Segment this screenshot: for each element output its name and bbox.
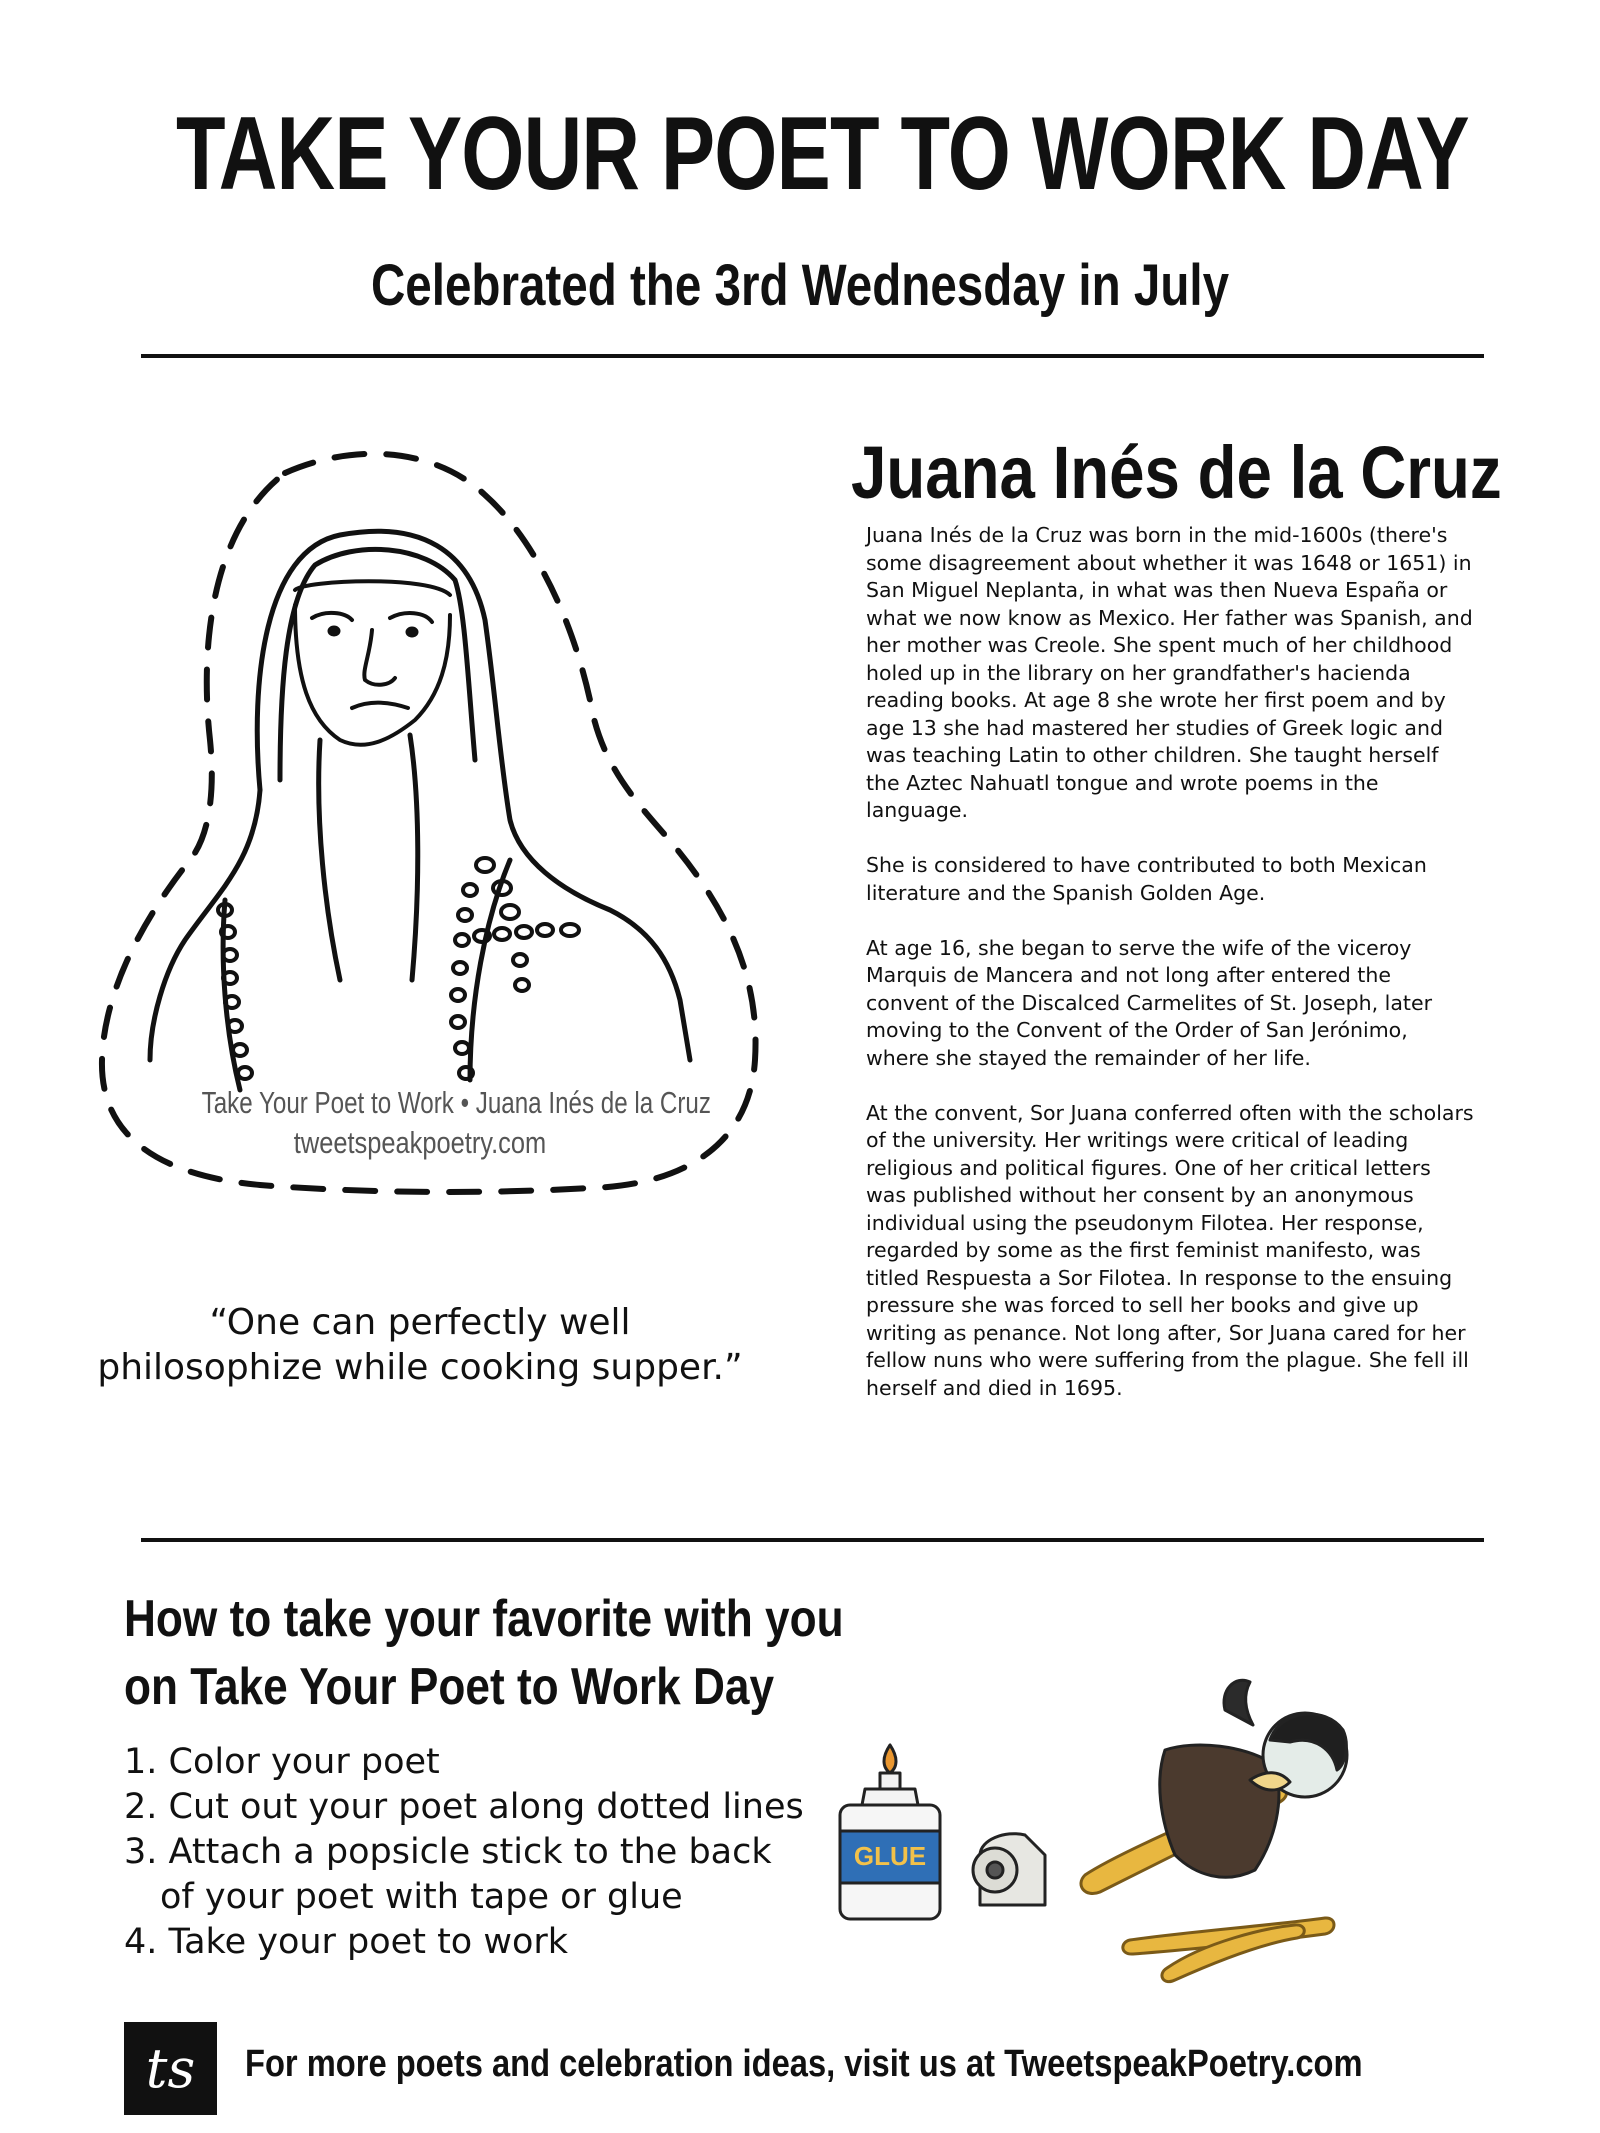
quote-line-2: philosophize while cooking supper.” <box>97 1347 743 1388</box>
middle-divider <box>141 1538 1484 1542</box>
bio-paragraph: She is considered to have contributed to both Mexican literature and the Spanish Golden Age. <box>866 853 1427 905</box>
page-title: TAKE YOUR POET TO WORK DAY <box>176 96 1469 212</box>
illustration-caption: Take Your Poet to Work • Juana Inés de la Cruz <box>201 1085 711 1120</box>
howto-heading-line-1: How to take your favorite with you <box>124 1590 844 1648</box>
howto-heading <box>124 1585 844 1721</box>
glue-and-tape-illustration <box>830 1735 1055 1925</box>
page-subtitle: Celebrated the 3rd Wednesday in July <box>370 253 1230 318</box>
logo-mark: ts <box>145 2037 196 2100</box>
poet-name-heading: Juana Inés de la Cruz <box>851 431 1502 514</box>
quote-line-1: “One can perfectly well <box>209 1302 631 1343</box>
step-text-continued: of your poet with tape or glue <box>160 1877 683 1917</box>
glue-label: GLUE <box>853 1841 927 1871</box>
step-item: 2. Cut out your poet along dotted lines <box>124 1787 804 1827</box>
poet-biography <box>866 522 1476 1430</box>
howto-steps-list <box>124 1740 804 1965</box>
footer-link-text[interactable]: For more poets and celebration ideas, visit us at TweetspeakPoetry.com <box>245 2043 1363 2085</box>
tweetspeak-logo <box>124 2022 217 2115</box>
step-text: 3. Attach a popsicle stick to the back <box>124 1832 772 1872</box>
step-item: 4. Take your poet to work <box>124 1922 569 1962</box>
step-item: 1. Color your poet <box>124 1742 440 1782</box>
bio-paragraph: Juana Inés de la Cruz was born in the mid-1600s (there's some disagreement about whether it was 1648 or 1651) in San Miguel Neplanta, in what was then Nueva España or what we now know as Mexico. Her father was Spanish, and her mother was Creole. She spent much of her childhood holed up in the library on her grandfather's hacienda reading books. At age 8 she wrote her first poem and by age 13 she had mastered her studies of Greek logic and was teaching Latin to other children. She taught herself the Aztec Nahuatl tongue and wrote poems in the language. <box>866 523 1473 822</box>
howto-heading-line-2: on Take Your Poet to Work Day <box>124 1658 775 1716</box>
poet-puppet-illustration <box>1075 1670 1435 1990</box>
illustration-url: tweetspeakpoetry.com <box>293 1125 547 1160</box>
top-divider <box>141 354 1484 358</box>
bio-paragraph: At age 16, she began to serve the wife of the viceroy Marquis de Mancera and not long after entered the convent of the Discalced Carmelites of St. Joseph, later moving to the Convent of the Order of San Jerónimo, where she stayed the remainder of her life. <box>866 935 1433 1070</box>
bio-paragraph: At the convent, Sor Juana conferred often with the scholars of the university. Her writings were critical of leading religious and political figures. One of her critical letters was published without her consent by an anonymous individual using the pseudonym Filotea. Her response, regarded by some as the first feminist manifesto, was titled Respuesta a Sor Filotea. In response to the ensuing pressure she was forced to sell her books and give up writing as penance. Not long after, Sor Juana cared for her fellow nuns who were suffering from the plague. She fell ill herself and died in 1695. <box>866 1100 1474 1400</box>
poet-quote <box>60 1300 780 1390</box>
step-item <box>124 1830 804 1920</box>
